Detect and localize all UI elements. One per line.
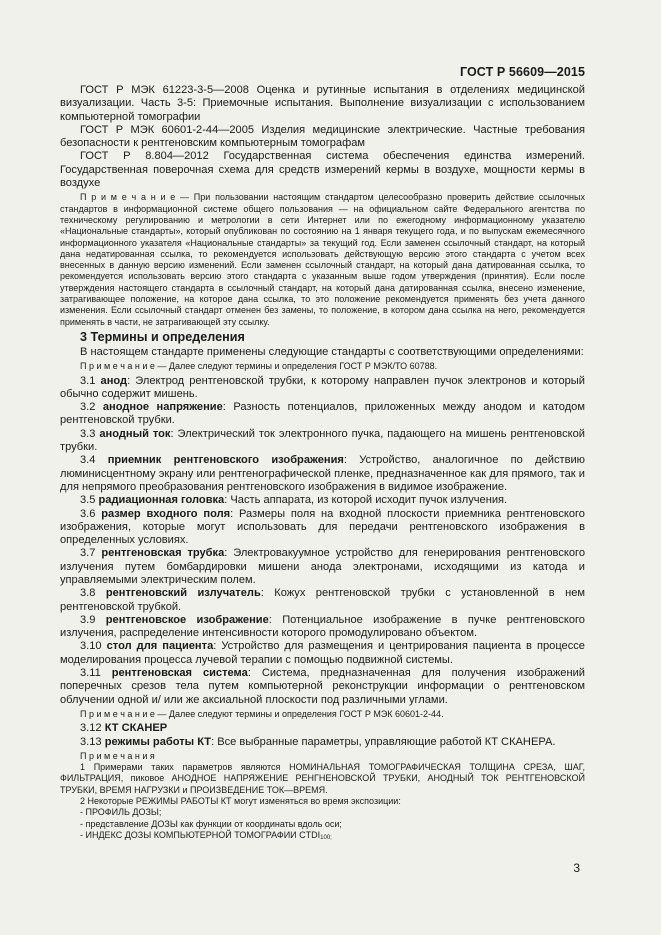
section-intro: В настоящем стандарте применены следующие стандарты с соответствующими определениями: (80, 345, 584, 358)
notes-label: П р и м е ч а н и я (80, 750, 155, 761)
term-definition (60, 614, 585, 641)
term-number: 3.8 (80, 587, 106, 600)
definition: : Кожух рентгеновской трубки с установленной в нем рентгеновской трубкой. (60, 587, 586, 613)
term: анодный ток (99, 427, 171, 440)
definition: : Потенциальное изображение в пучке рентгеновского излучения, распределение интенсивности которого промодулировано объектом. (60, 613, 585, 640)
term-number: 3.11 (80, 667, 112, 680)
term-number: 3.2 (80, 401, 103, 414)
note-label: П р и м е ч а н и е (80, 192, 176, 203)
term: анод (100, 374, 128, 387)
term: рентгеновский излучатель (105, 587, 261, 600)
note-text: — При пользовании настоящим стандартом целесообразно проверить действие ссылочных стандартов в информационной системе общего пользования — на официальном сайте Федерального агентства по техническому регулированию и метрологии в сети Интернет или по ежегодному информационному указателю «Национальные стандарты», который опубликован по состоянию на 1 января текущего года, и по выпускам ежемесячного информационного указателя «Национальные стандарты» за текущий год. Если заменен ссылочный стандарт, на который дана недатированная ссылка, то рекомендуется использовать действующую версию этого стандарта с учетом всех внесенных в данную версию изменений. Если заменен ссылочный стандарт, на который дана датированная ссылка, то рекомендуется использовать версию этого стандарта с указанным выше годом утверждения (принятия). Если после утверждения настоящего стандарта в ссылочный стандарт, на который дана датированная ссылка, внесено изменение, затрагивающее положение, на которое дана ссылка, то это положение рекомендуется применять без учета данного изменения. Если ссылочный стандарт отменен без замены, то положение, в котором дана ссылка на него, рекомендуется применять в части, не затрагивающей эту ссылку. (60, 192, 585, 327)
term-number: 3.10 (80, 640, 107, 653)
term: КТ СКАНЕР (104, 722, 168, 735)
definition: : Все выбранные параметры, управляющие работой КТ СКАНЕРА. (211, 735, 556, 748)
term-definition (60, 587, 585, 614)
term: приемник рентгеновского изображения (107, 454, 344, 467)
definition: : Устройство, аналогичное по действию люминисцентному экрану или рентгенографической пленке, предназначенное как для прямого, так и для непрямого преобразования рентгеновского изображения в видимое изображение. (60, 454, 585, 493)
term-definition (60, 428, 585, 455)
definition: : Электрический ток электронного пучка, падающего на мишень рентгеновской трубки. (60, 427, 585, 454)
note-item: 1 Примерами таких параметров являются НОМИНАЛЬНАЯ ТОМОГРАФИЧЕСКАЯ ТОЛЩИНА СРЕЗА, ШАГ, ФИЛЬТРАЦИЯ, пиковое АНОДНОЕ НАПРЯЖЕНИЕ РЕНГНЕНОВСКОЙ ТРУБКИ, АНОДНЫЙ ТОК РЕНТГЕНОВСКОЙ ТРУБКИ, ВРЕМЯ НАГРУЗКИ и ПРОИЗВЕДЕНИЕ ТОК—ВРЕМЯ. (60, 762, 585, 795)
term-number: 3.12 (80, 722, 105, 735)
note-item: 2 Некоторые РЕЖИМЫ РАБОТЫ КТ могут изменяться во время экспозиции: (80, 796, 401, 807)
term: рентгеновское изображение (105, 613, 269, 626)
note-paragraph (60, 192, 585, 328)
term-definition (60, 508, 585, 548)
page-number: 3 (573, 861, 580, 875)
definition: : Электровакуумное устройство для генерирования рентгеновского излучения путем бомбардировки мишени анода электронами, исходящими из катода и управляемыми электрическим полем. (60, 547, 585, 586)
section-title: 3 Термины и определения (80, 329, 245, 344)
definition: : Система, предназначенная для получения изображений поперечных срезов тела путем компьютерной реконструкции информации о рентгеновском облучении одной и/ или же аксиальной плоскости под различными углами. (60, 667, 586, 706)
note-text: — Далее следуют термины и определения ГОСТ Р МЭК/ТО 60788. (154, 361, 438, 372)
note-label: П р и м е ч а н и е (80, 361, 155, 372)
term-number: 3.3 (80, 427, 100, 440)
definition: : Устройство для размещения и центрирования пациента в процессе моделирования процесса лучевой терапии с помощью подвижной системы. (60, 640, 585, 666)
term-number: 3.9 (80, 613, 106, 626)
note-text: — Далее следуют термины и определения ГОСТ Р МЭК 60601-2-44. (154, 708, 444, 719)
document-header: ГОСТ Р 56609—2015 (459, 65, 585, 79)
term-definition (60, 494, 585, 507)
term-number: 3.1 (80, 374, 101, 387)
list-item: - ПРОФИЛЬ ДОЗЫ; (80, 807, 162, 818)
term-number: 3.7 (80, 547, 102, 560)
note-paragraph (60, 709, 585, 720)
term-number: 3.4 (80, 454, 108, 467)
term: радиационная головка (98, 494, 225, 507)
term-definition (60, 547, 585, 587)
term-number: 3.6 (80, 507, 102, 520)
reference-item: ГОСТ Р МЭК 60601-2-44—2005 Изделия медицинские электрические. Частные требования безопасности к рентгеновским компьютерным томографам (60, 123, 585, 150)
definition: : Размеры поля на входной плоскости приемника рентгеновского изображения, которые могут использовать для передачи рентгеновского изображения в определенных условиях. (60, 507, 585, 547)
term-definition (60, 454, 585, 494)
list-item-text: - ИНДЕКС ДОЗЫ КОМПЬЮТЕРНОЙ ТОМОГРАФИИ CTDI (80, 829, 321, 840)
term-definition (60, 640, 585, 667)
term: рентгеновская система (111, 667, 248, 680)
definition: : Электрод рентгеновской трубки, к которому направлен пучок электронов и который обычно содержит мишень. (60, 374, 585, 400)
list-item: - представление ДОЗЫ как функции от координаты вдоль оси; (80, 818, 342, 829)
term-definition (60, 375, 585, 402)
term-definition (60, 401, 585, 428)
list-item (60, 830, 585, 844)
term: анодное напряжение (102, 401, 223, 414)
term: режимы работы КТ (104, 735, 212, 748)
term-definition (60, 667, 585, 707)
term-number: 3.13 (80, 735, 105, 748)
reference-item: ГОСТ Р МЭК 61223-3-5—2008 Оценка и рутинные испытания в отделениях медицинской визуализации. Часть 3-5: Приемочные испытания. Выполнение визуализации с использованием компьютерной томографии (60, 84, 585, 123)
term-number: 3.5 (80, 494, 99, 507)
reference-item: ГОСТ Р 8.804—2012 Государственная система обеспечения единства измерений. Государственная поверочная схема для средств измерений кермы в воздухе, мощности кермы в воздухе (60, 150, 585, 190)
term: рентгеновская трубка (101, 547, 225, 560)
note-label: П р и м е ч а н и е (80, 708, 155, 719)
term-definition (60, 736, 585, 749)
page-content (60, 84, 585, 844)
term-definition (60, 722, 585, 735)
term: размер входного поля (101, 507, 231, 520)
note-paragraph (60, 361, 585, 372)
term: стол для пациента (106, 640, 214, 653)
definition: : Часть аппарата, из которой исходит пучок излучения. (224, 494, 508, 507)
subscript: 100; (320, 834, 332, 841)
definition: : Разность потенциалов, приложенных между анодом и катодом рентгеновской трубки. (60, 401, 585, 427)
